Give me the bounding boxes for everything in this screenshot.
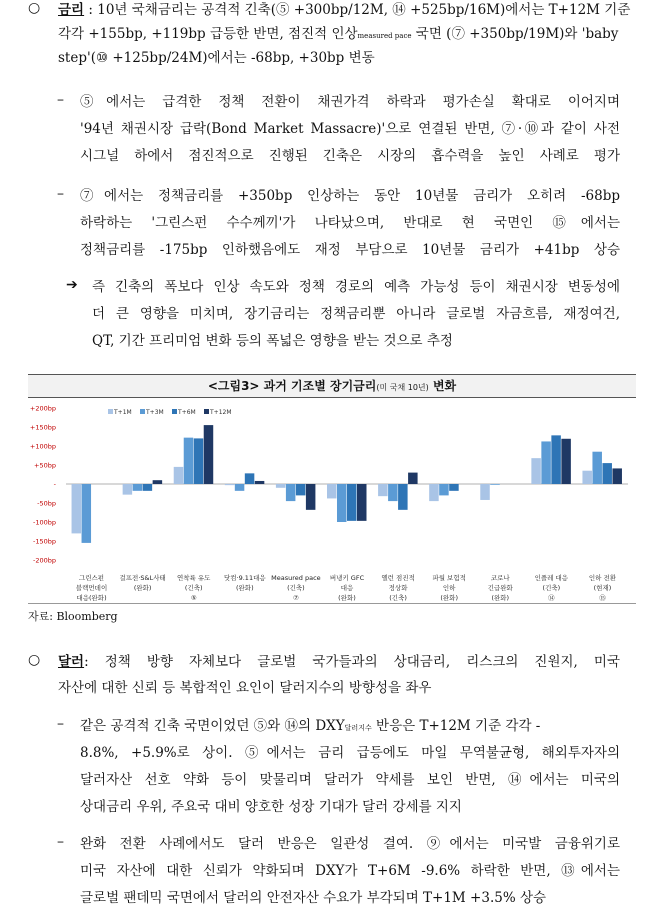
bar [388,484,398,501]
rates-sub1-line-3: 시그널 하에서 점진적으로 진행된 긴축은 시장의 흡수력을 높인 사례로 평가 [80,148,620,164]
bar [184,438,194,484]
rates-sub2-line-2: 하락하는 '그린스펀 수수께끼'가 나타났으며, 반대로 현 국면인 ⑮에서는 [80,215,620,231]
dollar-sub1-line-1: 같은 공격적 긴축 국면이었던 ⑤와 ⑭의 DXY달러지수 반응은 T+12M 기준 각각 - [80,718,541,734]
x-tick-label: 긴급완화 [487,584,513,592]
x-tick-label: (긴축) [389,594,407,602]
figure-title: <그림3> 과거 기조별 장기금리(미 국채 10년) 변화 [207,379,457,393]
bar [306,484,316,510]
x-tick-label: ⑤ [190,594,197,602]
dollar-sub1-line-2: 8.8%, +5.9%로 상이. ⑤에서는 금리 급등에도 마일 무역불균형, 해외투자자의 [80,745,620,761]
y-tick-label: -100bp [32,518,56,527]
bar [123,484,132,495]
bar [531,458,541,484]
rates-arrow-line-2: 더 큰 영향을 미치며, 장기금리는 정책금리뿐 아니라 글로벌 자금흐름, 재정여건, [92,306,620,322]
bar [276,484,286,488]
y-tick-label: +150bp [29,423,56,432]
rates-arrow-line-3: QT, 기간 프리미엄 변화 등의 폭넓은 영향을 받는 것으로 추정 [92,333,453,349]
dash-bullet-icon: – [57,92,64,108]
x-tick-label: 그린스펀 [78,574,105,582]
bar [490,484,500,485]
bar [429,484,439,501]
bar [551,435,561,484]
bar [347,484,357,521]
x-tick-label: 인플레 대응 [534,574,569,582]
bar [378,484,388,496]
x-tick-label: (완화) [133,584,152,592]
x-tick-label: 정상화 [388,584,408,592]
legend-swatch [204,409,209,414]
bar [357,484,367,521]
x-tick-label: 코로나 [490,574,510,582]
dollar-sub2-line-1: 완화 전환 사례에서도 달러 반응은 일관성 결여. ⑨에서는 미국발 금융위기로 [80,836,620,852]
bar [143,484,153,491]
rates-heading: 금리 [58,2,85,18]
x-tick-label: 대응 [340,584,354,592]
bar [541,441,551,484]
dollar-line-2: 자산에 대한 신뢰 등 복합적인 요인이 달러지수의 방향성을 좌우 [58,680,432,696]
dollar-sub2-line-3: 글로벌 팬데믹 국면에서 달러의 안전자산 수요가 부각되며 T+1M +3.5% 상승 [80,890,547,906]
legend-label: T+3M [146,409,164,416]
rates-sub1-line-2: '94년 채권시장 급락(Bond Market Massacre)'으로 연결된 반면, ⑦·⑩과 같이 사전 [80,121,620,137]
x-tick-label: ⑮ [599,594,606,602]
bar [174,467,184,484]
y-tick-label: -50bp [37,499,56,508]
y-tick-label: -150bp [32,537,56,546]
bar [245,473,255,484]
x-tick-label: (긴축) [287,584,305,592]
circle-bullet-icon: ○ [28,652,41,668]
figure-title-bar [28,374,636,398]
bar [408,473,418,484]
bar [225,484,235,485]
bar [439,484,449,495]
dash-bullet-icon: – [57,186,64,202]
y-tick-label: - [53,480,56,489]
y-tick-label: +50bp [34,461,56,470]
x-tick-label: 대응(완화) [76,594,107,602]
x-tick-label: 버냉키 GFC [329,574,365,582]
x-tick-label: (완화) [338,594,356,602]
dollar-line-1: 달러: 정책 방향 자체보다 글로벌 국가들과의 상대금리, 리스크의 진원지, 미국 [58,654,620,670]
legend-swatch [140,409,145,414]
x-tick-label: 옐런 점진적 [381,574,415,582]
rates-sub1-line-1: ⑤에서는 급격한 정책 전환이 채권가격 하락과 평가손실 확대로 이어지며 [80,94,620,110]
legend-label: T+6M [178,409,196,416]
legend-swatch [108,409,113,414]
x-tick-label: 인하 전환 [588,574,617,582]
x-tick-label: (현재) [593,584,612,592]
dollar-sub1-line-4: 상대금리 우위, 주요국 대비 양호한 성장 기대가 달러 강세를 지지 [80,799,462,815]
x-tick-label: 걸프전·S&L사태 [119,574,166,582]
bar [449,484,459,491]
bar [82,484,92,543]
bar [235,484,245,491]
rates-line-1: 금리 : 10년 국채금리는 공격적 긴축(⑤ +300bp/12M, ⑭ +525bp/16M)에서는 T+12M 기준 [58,2,631,18]
x-tick-label: 닷컴·9.11대응 [223,574,266,582]
circle-bullet-icon: ○ [28,0,41,16]
bar [398,484,408,510]
x-tick-label: (완화) [235,584,254,592]
bar [286,484,296,501]
y-tick-label: +100bp [29,442,56,451]
bar [337,484,347,522]
legend-swatch [172,409,177,414]
bar [561,439,571,484]
legend-label: T+1M [114,409,132,416]
bar [296,484,306,495]
bar [582,471,592,484]
x-tick-label: 인하 [442,584,456,592]
y-tick-label: +200bp [29,404,56,413]
bar [327,484,337,498]
rates-line-3: step'(⑩ +125bp/24M)에서는 -68bp, +30bp 변동 [58,50,375,66]
bar [72,484,82,533]
bar [602,463,612,484]
legend-label: T+12M [210,409,232,416]
bar-chart [28,398,636,603]
rates-sub2-line-3: 정책금리를 -175bp 인하했음에도 재정 부담으로 10년물 금리가 +41bp 상승 [80,242,620,258]
bar [255,481,265,484]
y-tick-label: -200bp [32,556,56,565]
bar [204,425,214,484]
arrow-right-icon: ➔ [66,277,78,293]
dash-bullet-icon: – [57,834,64,850]
x-tick-label: 파월 보험적 [432,574,466,582]
figure-bottom-rule [28,603,636,604]
rates-line-2: 각각 +155bp, +119bp 급등한 반면, 점진적 인상measured pace 국면 (⑦ +350bp/19M)와 'baby [58,26,619,42]
x-tick-label: (긴축) [542,584,561,592]
x-tick-label: 연착륙 유도 [176,574,211,582]
bar [133,484,143,491]
rates-arrow-line-1: 즉 긴축의 폭보다 인상 속도와 정책 경로의 예측 가능성 등이 채권시장 변동성에 [92,279,620,295]
bar [480,484,490,500]
dollar-sub1-line-3: 달러자산 선호 약화 등이 맞물리며 달러가 약세를 보인 반면, ⑭에서는 미국의 [80,772,620,788]
x-tick-label: (긴축) [184,584,203,592]
x-tick-label: 블랙먼데이 [75,584,108,592]
bar [612,468,622,484]
rates-sub2-line-1: ⑦에서는 정책금리를 +350bp 인상하는 동안 10년물 금리가 오히려 -68bp [80,188,620,204]
bar [194,438,204,484]
dash-bullet-icon: – [57,716,64,732]
x-tick-label: ⑦ [292,594,299,602]
x-tick-label: (완화) [491,594,510,602]
bar [592,452,602,484]
x-tick-label: Measured pace [271,574,321,582]
dollar-sub2-line-2: 미국 자산에 대한 신뢰가 약화되며 DXY가 T+6M -9.6% 하락한 반면, ⑬에서는 [80,863,620,879]
x-tick-label: ⑭ [548,594,555,602]
figure-source: 자료: Bloomberg [28,610,118,623]
x-tick-label: (완화) [440,594,459,602]
bar [153,480,163,484]
dollar-heading: 달러 [58,654,85,670]
